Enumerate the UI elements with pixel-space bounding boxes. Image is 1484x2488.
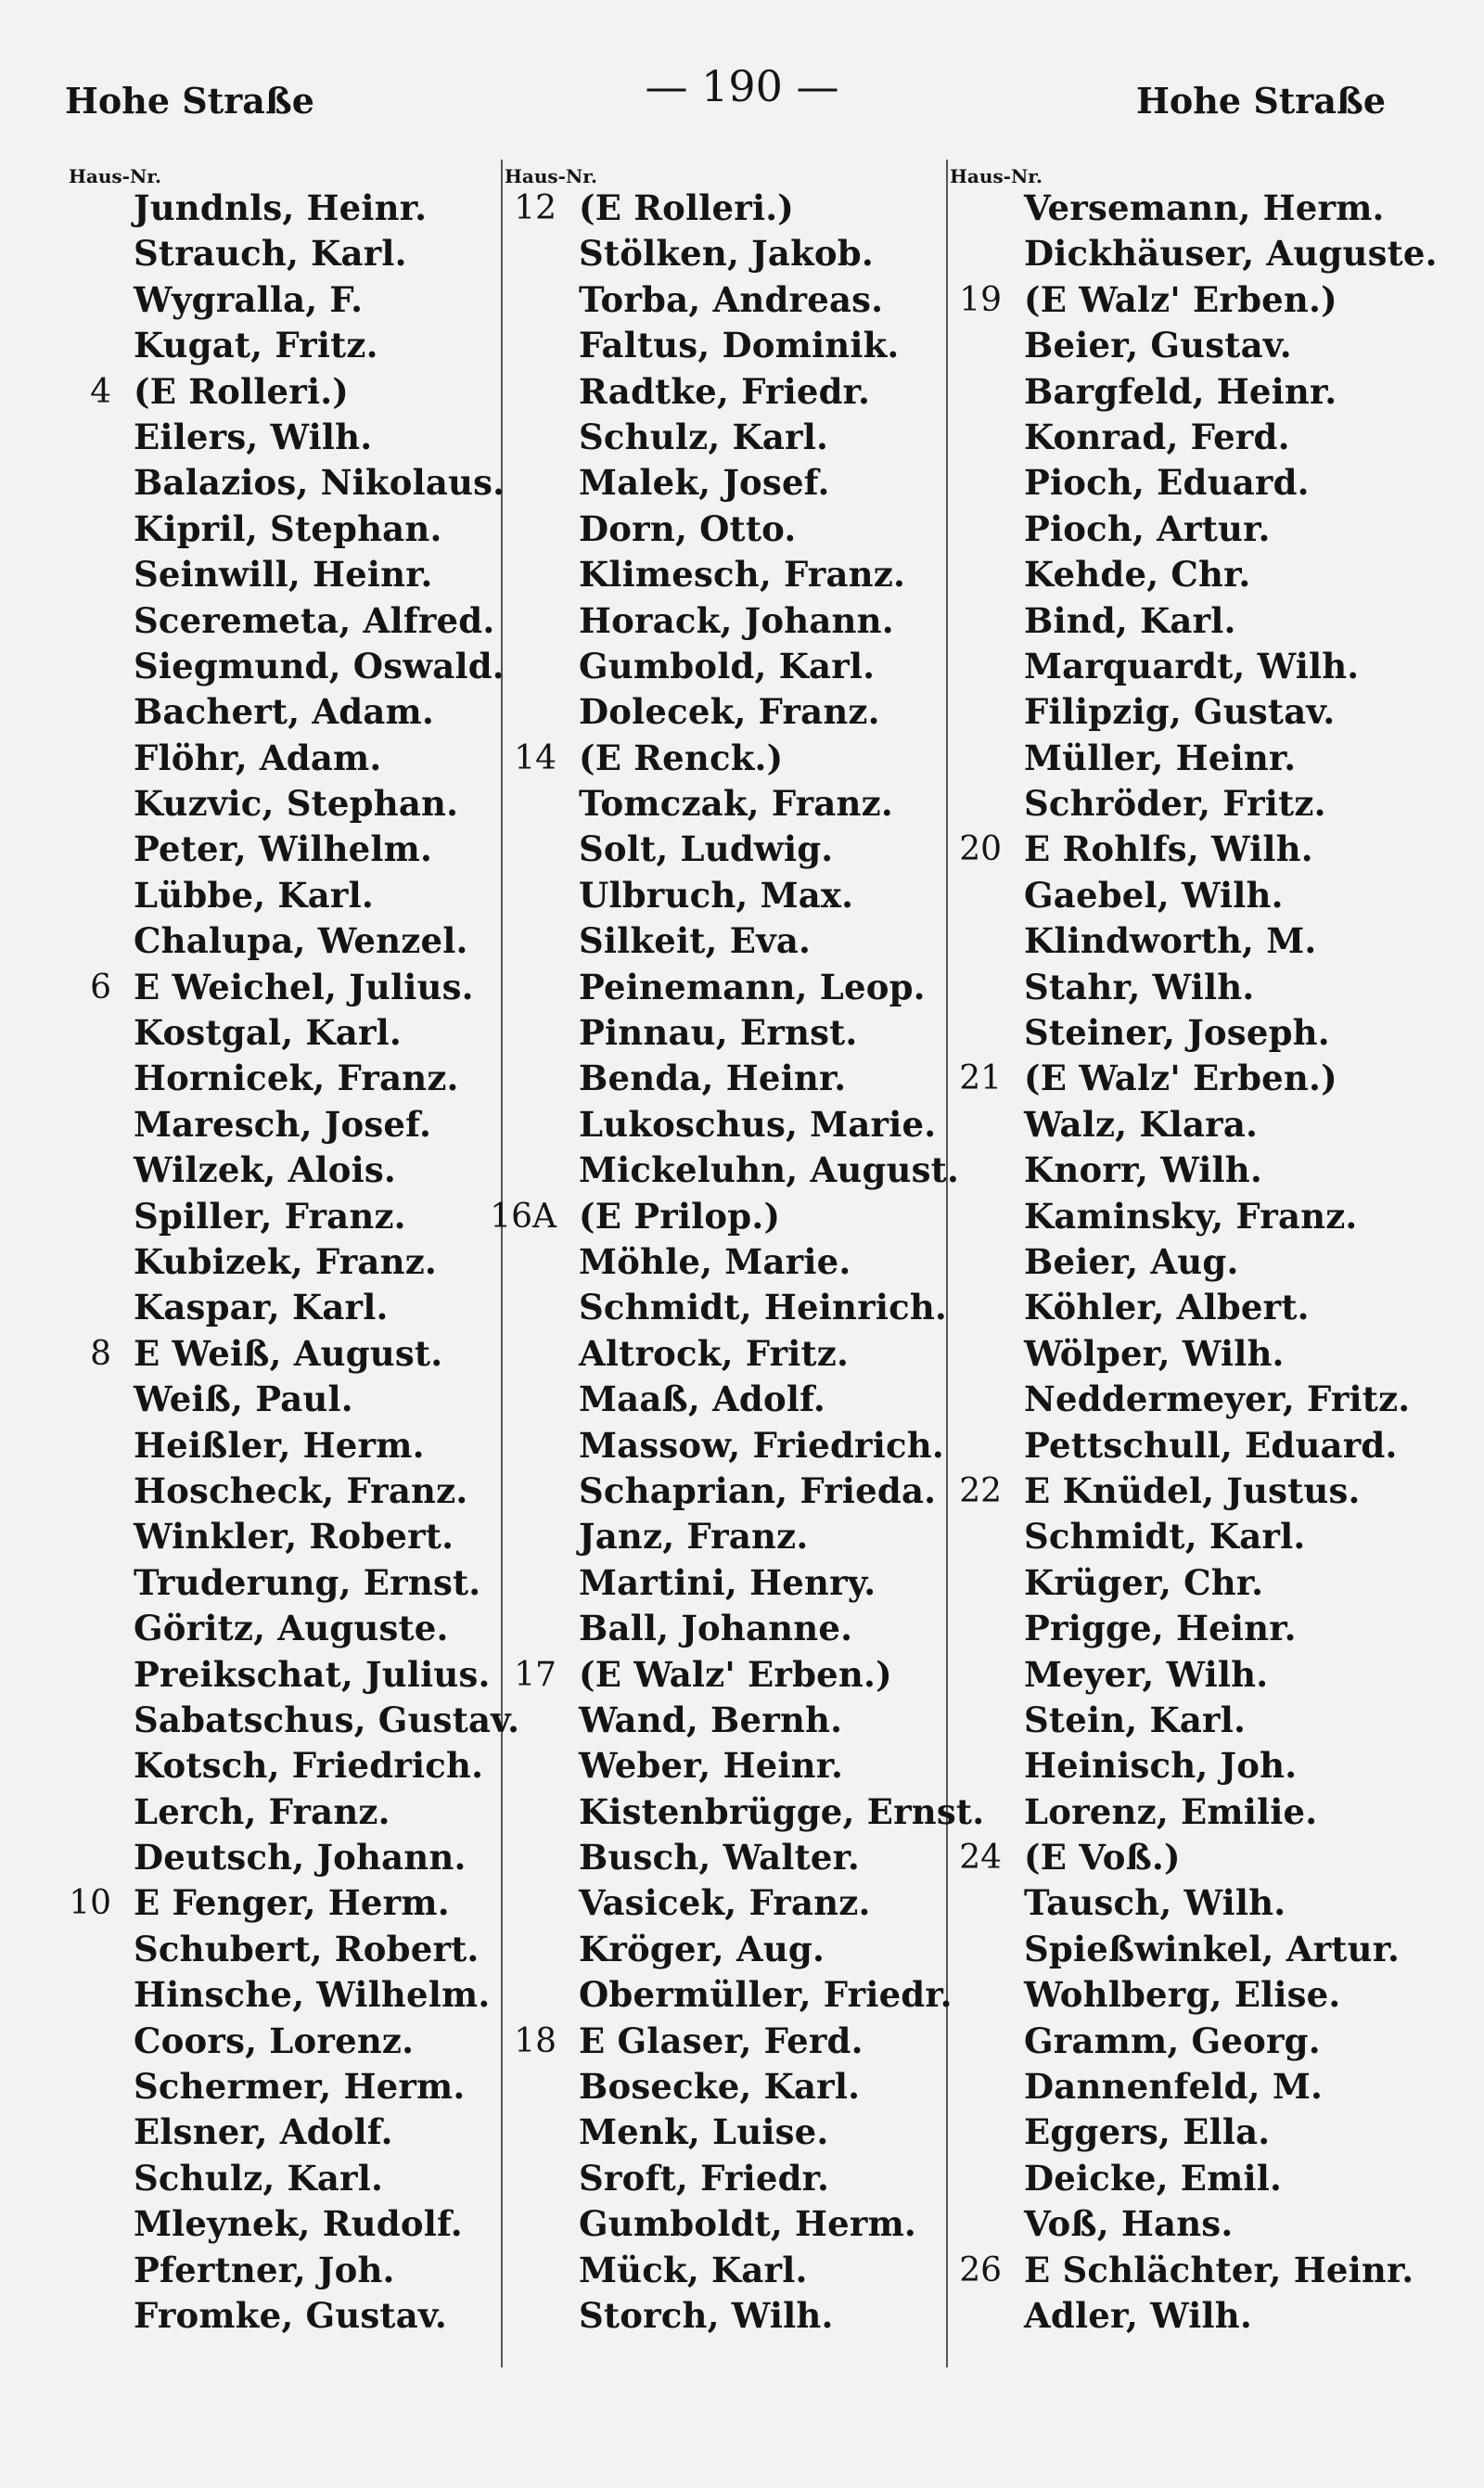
resident-name: Heinisch, Joh. — [1024, 1745, 1298, 1787]
resident-name: Hoscheck, Franz. — [134, 1469, 468, 1511]
resident-name: Peinemann, Leop. — [579, 966, 926, 1007]
resident-name: Balazios, Nikolaus. — [134, 462, 505, 504]
resident-name: Bachert, Adam. — [134, 691, 434, 733]
resident-name: Spießwinkel, Artur. — [1024, 1928, 1401, 1969]
resident-name: Köhler, Albert. — [1024, 1287, 1310, 1328]
running-header-right: Hohe Straße — [1136, 80, 1386, 122]
resident-name: Elsner, Adolf. — [134, 2111, 393, 2153]
house-number: 17 — [514, 1655, 556, 1694]
resident-name: Pinnau, Ernst. — [579, 1012, 858, 1054]
resident-name: Siegmund, Oswald. — [134, 645, 505, 686]
resident-name: Gaebel, Wilh. — [1024, 874, 1284, 916]
resident-name: Spiller, Franz. — [134, 1195, 406, 1237]
house-number: 4 — [90, 372, 111, 411]
resident-name: Lorenz, Emilie. — [1024, 1790, 1318, 1832]
resident-name: Wilzek, Alois. — [134, 1149, 396, 1191]
resident-name: Wand, Bernh. — [579, 1699, 843, 1740]
resident-name: Gumbold, Karl. — [579, 645, 876, 686]
resident-name: Kistenbrügge, Ernst. — [579, 1790, 985, 1832]
resident-name: Chalupa, Wenzel. — [134, 920, 468, 962]
resident-name: Müller, Heinr. — [1024, 737, 1297, 778]
resident-name: Bosecke, Karl. — [579, 2066, 861, 2108]
house-number: 8 — [90, 1334, 111, 1373]
resident-name: Dannenfeld, M. — [1024, 2066, 1324, 2108]
resident-name: Kaminsky, Franz. — [1024, 1195, 1358, 1237]
resident-name: Kostgal, Karl. — [134, 1012, 402, 1054]
resident-name: Kotsch, Friedrich. — [134, 1745, 484, 1787]
resident-name: Truderung, Ernst. — [134, 1561, 481, 1603]
resident-name: Weiß, Paul. — [134, 1379, 353, 1420]
resident-name: Martini, Henry. — [579, 1561, 876, 1603]
resident-name: Schaprian, Frieda. — [579, 1469, 937, 1511]
resident-name: (E Walz' Erben.) — [1024, 1058, 1337, 1099]
resident-name: Kehde, Chr. — [1024, 554, 1251, 596]
resident-name: Schröder, Fritz. — [1024, 783, 1326, 825]
resident-name: Hornicek, Franz. — [134, 1058, 459, 1099]
resident-name: Schulz, Karl. — [579, 416, 829, 457]
resident-name: Altrock, Fritz. — [579, 1332, 850, 1374]
resident-name: Ball, Johanne. — [579, 1608, 853, 1649]
resident-name: Stölken, Jakob. — [579, 233, 874, 275]
resident-name: Kipril, Stephan. — [134, 507, 442, 549]
resident-name: Winkler, Robert. — [134, 1516, 454, 1558]
resident-name: Kuzvic, Stephan. — [134, 783, 459, 825]
resident-name: Stahr, Wilh. — [1024, 966, 1255, 1007]
resident-name: Sabatschus, Gustav. — [134, 1699, 520, 1740]
resident-name: (E Rolleri.) — [579, 187, 795, 228]
house-number: 24 — [959, 1839, 1002, 1878]
resident-name: Coors, Lorenz. — [134, 2020, 415, 2061]
resident-name: Wohlberg, Elise. — [1024, 1974, 1341, 2016]
resident-name: (E Rolleri.) — [134, 370, 350, 412]
resident-name: E Weichel, Julius. — [134, 966, 474, 1007]
house-number: 26 — [959, 2251, 1002, 2289]
resident-name: Tausch, Wilh. — [1024, 1882, 1286, 1924]
resident-name: Dolecek, Franz. — [579, 691, 880, 733]
house-number: 12 — [514, 189, 556, 227]
resident-name: Prigge, Heinr. — [1024, 1608, 1297, 1649]
resident-name: Busch, Walter. — [579, 1837, 860, 1879]
resident-name: E Knüdel, Justus. — [1024, 1469, 1361, 1511]
resident-name: (E Renck.) — [579, 737, 784, 778]
resident-name: Ulbruch, Max. — [579, 874, 854, 916]
resident-name: Sroft, Friedr. — [579, 2157, 830, 2199]
resident-name: Kaspar, Karl. — [134, 1287, 389, 1328]
resident-name: Horack, Johann. — [579, 599, 894, 641]
resident-name: Strauch, Karl. — [134, 233, 407, 275]
resident-name: Tomczak, Franz. — [579, 783, 893, 825]
resident-name: Walz, Klara. — [1024, 1103, 1259, 1145]
resident-name: Konrad, Ferd. — [1024, 416, 1290, 457]
resident-name: Pfertner, Joh. — [134, 2249, 395, 2290]
resident-name: Stein, Karl. — [1024, 1699, 1247, 1740]
column-divider — [946, 160, 948, 2367]
resident-name: Fromke, Gustav. — [134, 2294, 447, 2336]
resident-name: Klindworth, M. — [1024, 920, 1317, 962]
running-header-left: Hohe Straße — [65, 80, 314, 122]
resident-name: Möhle, Marie. — [579, 1240, 851, 1282]
resident-name: Mück, Karl. — [579, 2249, 808, 2290]
resident-name: Maaß, Adolf. — [579, 1379, 825, 1420]
resident-name: Voß, Hans. — [1024, 2203, 1234, 2245]
house-number: 18 — [514, 2021, 556, 2060]
resident-name: Eilers, Wilh. — [134, 416, 373, 457]
resident-name: Weber, Heinr. — [579, 1745, 844, 1787]
house-number: 16A — [490, 1197, 556, 1236]
house-number: 21 — [959, 1059, 1002, 1098]
resident-name: (E Walz' Erben.) — [1024, 278, 1337, 320]
resident-name: Preikschat, Julius. — [134, 1653, 491, 1695]
resident-name: Torba, Andreas. — [579, 278, 884, 320]
resident-name: Peter, Wilhelm. — [134, 828, 433, 870]
resident-name: Flöhr, Adam. — [134, 737, 382, 778]
resident-name: Obermüller, Friedr. — [579, 1974, 953, 2016]
resident-name: Göritz, Auguste. — [134, 1608, 449, 1649]
resident-name: Eggers, Ella. — [1024, 2111, 1271, 2153]
resident-name: Schmidt, Karl. — [1024, 1516, 1306, 1558]
resident-name: Filipzig, Gustav. — [1024, 691, 1336, 733]
house-number: 14 — [514, 738, 556, 777]
resident-name: Massow, Friedrich. — [579, 1424, 944, 1466]
resident-name: Kubizek, Franz. — [134, 1240, 438, 1282]
resident-name: E Fenger, Herm. — [134, 1882, 450, 1924]
resident-name: Lübbe, Karl. — [134, 874, 374, 916]
resident-name: Knorr, Wilh. — [1024, 1149, 1262, 1191]
resident-name: Faltus, Dominik. — [579, 325, 900, 366]
resident-name: (E Prilop.) — [579, 1195, 781, 1237]
resident-name: Maresch, Josef. — [134, 1103, 432, 1145]
house-number: 22 — [959, 1471, 1002, 1510]
resident-name: Dorn, Otto. — [579, 507, 797, 549]
resident-name: Benda, Heinr. — [579, 1058, 847, 1099]
resident-name: E Glaser, Ferd. — [579, 2020, 864, 2061]
resident-name: Dickhäuser, Auguste. — [1024, 233, 1438, 275]
resident-name: Adler, Wilh. — [1024, 2294, 1252, 2336]
resident-name: Menk, Luise. — [579, 2111, 829, 2153]
resident-name: Mleynek, Rudolf. — [134, 2203, 463, 2245]
resident-name: Deicke, Emil. — [1024, 2157, 1283, 2199]
resident-name: E Schlächter, Heinr. — [1024, 2249, 1414, 2290]
resident-name: Mickeluhn, August. — [579, 1149, 960, 1191]
resident-name: Schulz, Karl. — [134, 2157, 384, 2199]
column-heading-1: Haus-Nr. — [69, 165, 161, 187]
resident-name: Wygralla, F. — [134, 278, 364, 320]
resident-name: E Weiß, August. — [134, 1332, 443, 1374]
resident-name: Krüger, Chr. — [1024, 1561, 1264, 1603]
resident-name: Wölper, Wilh. — [1024, 1332, 1285, 1374]
resident-name: Schmidt, Heinrich. — [579, 1287, 947, 1328]
resident-name: Deutsch, Johann. — [134, 1837, 467, 1879]
resident-name: Radtke, Friedr. — [579, 370, 871, 412]
resident-name: Beier, Gustav. — [1024, 325, 1292, 366]
resident-name: Pettschull, Eduard. — [1024, 1424, 1398, 1466]
resident-name: Malek, Josef. — [579, 462, 830, 504]
resident-name: Heißler, Herm. — [134, 1424, 425, 1466]
resident-name: Janz, Franz. — [579, 1516, 809, 1558]
resident-name: Sceremeta, Alfred. — [134, 599, 495, 641]
resident-name: Lukoschus, Marie. — [579, 1103, 937, 1145]
resident-name: Marquardt, Wilh. — [1024, 645, 1360, 686]
house-number: 6 — [90, 968, 111, 1007]
resident-name: Seinwill, Heinr. — [134, 554, 433, 596]
house-number: 20 — [959, 830, 1002, 869]
resident-name: Pioch, Eduard. — [1024, 462, 1310, 504]
house-number: 19 — [959, 280, 1002, 319]
resident-name: Klimesch, Franz. — [579, 554, 906, 596]
resident-name: Gumboldt, Herm. — [579, 2203, 917, 2245]
resident-name: Kröger, Aug. — [579, 1928, 825, 1969]
page-number: — 190 — — [645, 61, 839, 111]
house-number: 10 — [69, 1884, 111, 1923]
resident-name: (E Walz' Erben.) — [579, 1653, 892, 1695]
resident-name: Solt, Ludwig. — [579, 828, 834, 870]
resident-name: Gramm, Georg. — [1024, 2020, 1321, 2061]
resident-name: Storch, Wilh. — [579, 2294, 834, 2336]
resident-name: Bind, Karl. — [1024, 599, 1236, 641]
column-heading-3: Haus-Nr. — [950, 165, 1043, 187]
resident-name: Jundnls, Heinr. — [134, 187, 428, 228]
resident-name: Neddermeyer, Fritz. — [1024, 1379, 1411, 1420]
resident-name: Schubert, Robert. — [134, 1928, 480, 1969]
resident-name: Steiner, Joseph. — [1024, 1012, 1330, 1054]
resident-name: Beier, Aug. — [1024, 1240, 1239, 1282]
resident-name: Schermer, Herm. — [134, 2066, 466, 2108]
resident-name: E Rohlfs, Wilh. — [1024, 828, 1313, 870]
resident-name: Vasicek, Franz. — [579, 1882, 871, 1924]
resident-name: Kugat, Fritz. — [134, 325, 378, 366]
resident-name: Pioch, Artur. — [1024, 507, 1271, 549]
resident-name: Versemann, Herm. — [1024, 187, 1385, 228]
resident-name: Meyer, Wilh. — [1024, 1653, 1269, 1695]
resident-name: (E Voß.) — [1024, 1837, 1181, 1879]
resident-name: Hinsche, Wilhelm. — [134, 1974, 491, 2016]
resident-name: Lerch, Franz. — [134, 1790, 390, 1832]
resident-name: Silkeit, Eva. — [579, 920, 812, 962]
column-heading-2: Haus-Nr. — [505, 165, 597, 187]
resident-name: Bargfeld, Heinr. — [1024, 370, 1337, 412]
